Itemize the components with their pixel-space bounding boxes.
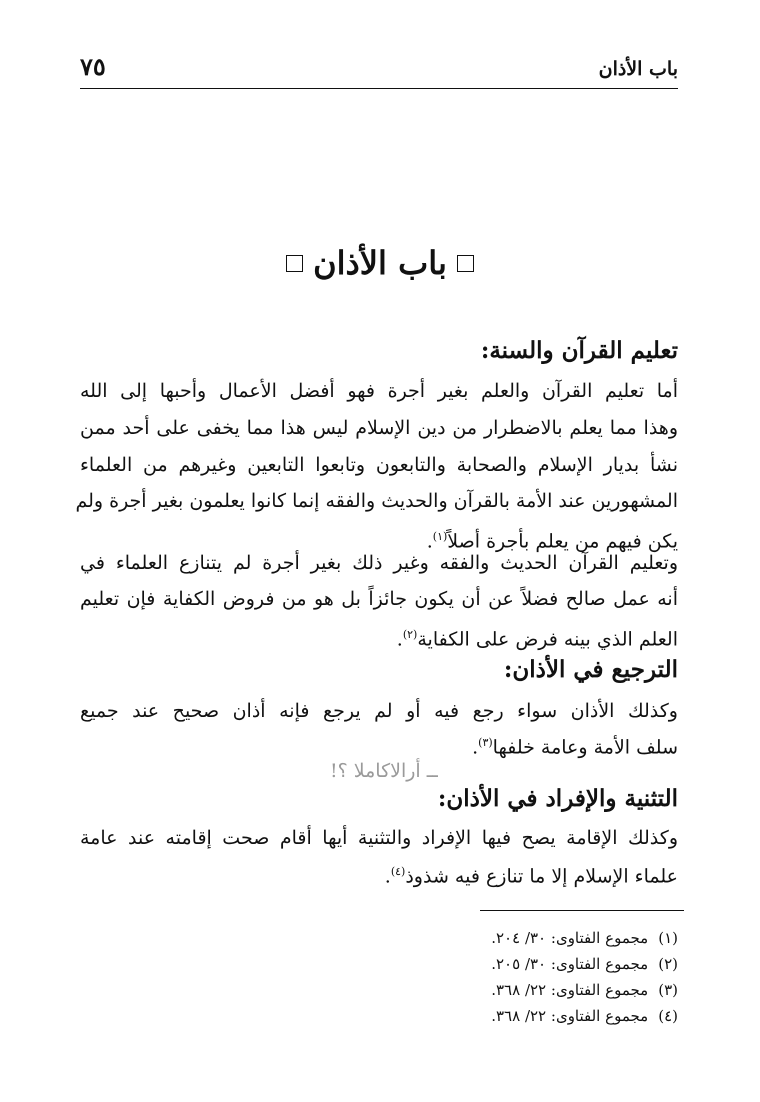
footnote-number: (٤) [658, 1007, 678, 1025]
paragraph-end: . [472, 736, 479, 759]
footnote-number: (٣) [658, 981, 678, 999]
header-divider [80, 88, 678, 89]
running-header-title: باب الأذان [598, 58, 678, 80]
chapter-title [0, 244, 760, 282]
page-number: ٧٥ [80, 52, 106, 81]
chapter-title-text: باب الأذان [313, 244, 447, 282]
paragraph-line: أما تعليم القرآن والعلم بغير أجرة فهو أفضل الأعمال وأحبها إلى الله [80, 380, 678, 402]
paragraph-line [80, 728, 678, 758]
paragraph-line: أنه عمل صالح فضلاً عن أن يكون جائزاً بل هو من فروض الكفاية فإن تعليم [80, 588, 678, 610]
footnote-divider [480, 910, 684, 911]
footnote-ref: (٣) [478, 736, 493, 749]
paragraph-end: . [426, 530, 433, 553]
paragraph-line [80, 620, 678, 650]
footnote-ref: (١) [432, 530, 448, 543]
footnote [491, 925, 678, 951]
footnote-ref: (٢) [402, 628, 418, 641]
paragraph-line: وتعليم القرآن الحديث والفقه وغير ذلك بغير أجرة لم يتنازع العلماء في [80, 552, 678, 574]
paragraph-text: يكن فيهم من يعلم بأجرة أصلاً [447, 530, 678, 553]
paragraph-text: سلف الأمة وعامة خلفها [492, 736, 678, 759]
paragraph-line: نشأ بديار الإسلام والصحابة والتابعون وتابعوا التابعين وغيرهم من العلماء [80, 454, 678, 476]
paragraph-text: علماء الإسلام إلا ما تنازع فيه شذوذ [405, 865, 678, 888]
paragraph-line: المشهورين عند الأمة بالقرآن والحديث والفقه إنما كانوا يعلمون بغير أجرة ولم [75, 490, 678, 512]
square-ornament-icon [286, 255, 303, 272]
footnote [491, 1003, 678, 1029]
footnote-text: مجموع الفتاوى: ٢٢/ ٣٦٨. [491, 1007, 649, 1025]
paragraph-line: وهذا مما يعلم بالاضطرار من دين الإسلام ليس هذا مما يخفى على أحد ممن [80, 417, 678, 439]
handwritten-note: ــ أرالاكاملا ؟! [330, 760, 438, 782]
section-heading: التثنية والإفراد في الأذان: [437, 785, 678, 812]
footnote-number: (٢) [658, 955, 678, 973]
footnote [491, 951, 678, 977]
paragraph-end: . [396, 628, 403, 651]
section-heading: الترجيع في الأذان: [503, 656, 678, 683]
footnote [491, 977, 678, 1003]
square-ornament-icon [457, 255, 474, 272]
paragraph-line [80, 857, 678, 887]
footnote-text: مجموع الفتاوى: ٣٠/ ٢٠٤. [491, 929, 649, 947]
paragraph-line: وكذلك الأذان سواء رجع فيه أو لم يرجع فإنه أذان صحيح عند جميع [80, 700, 678, 722]
paragraph-line: وكذلك الإقامة يصح فيها الإفراد والتثنية أيها أقام صحت إقامته عند عامة [80, 827, 678, 849]
footnote-ref: (٤) [390, 865, 406, 878]
footnote-number: (١) [658, 929, 678, 947]
footnote-text: مجموع الفتاوى: ٣٠/ ٢٠٥. [491, 955, 649, 973]
paragraph-end: . [384, 865, 391, 888]
section-heading: تعليم القرآن والسنة: [480, 337, 678, 364]
footnote-text: مجموع الفتاوى: ٢٢/ ٣٦٨. [491, 981, 649, 999]
paragraph-text: العلم الذي بينه فرض على الكفاية [417, 628, 678, 651]
